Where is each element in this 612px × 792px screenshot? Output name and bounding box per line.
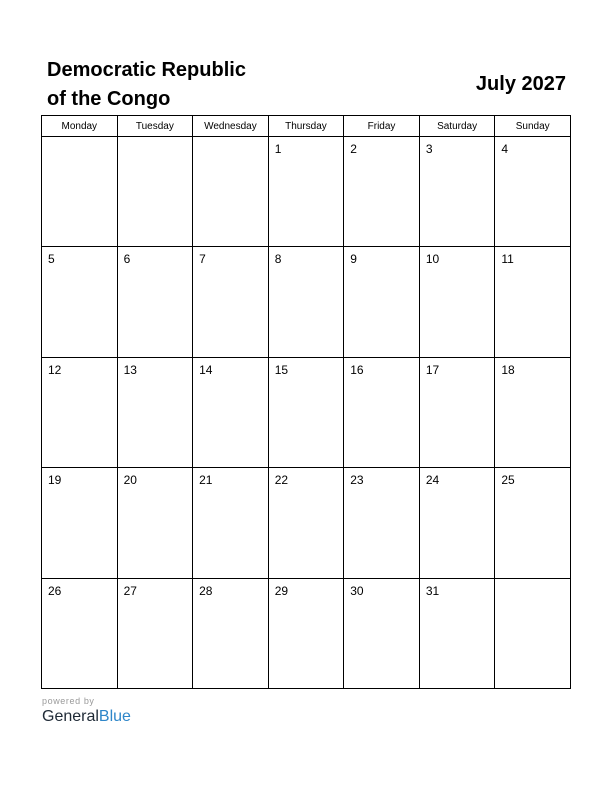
day-number: 6 — [123, 252, 131, 267]
day-number: 5 — [48, 252, 55, 267]
day-number: 1 — [274, 142, 282, 156]
day-number — [193, 137, 268, 142]
country-title-line2: of the Congo — [47, 88, 171, 110]
weekday-friday: Friday — [344, 116, 420, 137]
day-cell — [268, 578, 344, 688]
week-row — [42, 137, 571, 247]
day-number: 22 — [274, 473, 289, 488]
powered-by-text: powered by — [42, 696, 95, 706]
day-number — [495, 579, 570, 584]
day-cell — [193, 357, 269, 467]
logo-blue-text: Blue — [98, 708, 131, 725]
day-cell — [419, 137, 495, 247]
day-number — [42, 137, 117, 142]
day-number: 10 — [425, 252, 440, 267]
day-cell — [117, 357, 193, 467]
day-number: 20 — [123, 473, 137, 488]
day-cell — [117, 578, 193, 688]
day-cell — [495, 247, 571, 357]
week-row — [42, 468, 571, 578]
day-number: 24 — [425, 473, 440, 488]
day-number: 19 — [48, 473, 62, 488]
day-cell — [268, 357, 344, 467]
day-cell — [193, 578, 269, 688]
week-row — [42, 578, 571, 688]
day-number: 30 — [350, 583, 364, 598]
day-cell — [419, 357, 495, 467]
day-cell — [419, 578, 495, 688]
day-number: 14 — [199, 362, 213, 377]
day-cell — [268, 247, 344, 357]
day-number: 17 — [425, 362, 440, 377]
day-cell — [42, 468, 118, 578]
day-number: 2 — [350, 142, 357, 156]
country-title — [47, 56, 327, 114]
day-number: 25 — [501, 473, 515, 488]
day-cell — [419, 468, 495, 578]
country-title-line1: Democratic Republic — [47, 59, 246, 81]
logo-general-text: General — [42, 708, 99, 725]
month-year-title: July 2027 — [475, 73, 566, 95]
day-number: 28 — [199, 583, 213, 598]
day-cell — [117, 137, 193, 247]
day-number: 26 — [48, 583, 62, 598]
day-number: 21 — [199, 473, 213, 488]
weekday-saturday: Saturday — [419, 116, 495, 137]
day-cell — [193, 468, 269, 578]
day-number: 18 — [501, 362, 515, 377]
weekday-sunday: Sunday — [495, 116, 571, 137]
day-cell — [344, 578, 420, 688]
day-cell — [344, 357, 420, 467]
day-number: 9 — [350, 252, 357, 267]
calendar-grid — [41, 115, 571, 689]
day-number: 4 — [501, 142, 509, 156]
weekday-header-row — [42, 116, 571, 137]
day-cell — [495, 578, 571, 688]
day-cell — [193, 247, 269, 357]
day-number: 23 — [350, 473, 364, 488]
day-cell — [344, 137, 420, 247]
day-number: 29 — [274, 583, 289, 598]
generalblue-logo[interactable] — [42, 707, 131, 727]
day-cell — [268, 137, 344, 247]
weekday-thursday: Thursday — [268, 116, 344, 137]
day-number: 31 — [425, 583, 440, 598]
footer-branding — [42, 696, 131, 727]
day-cell — [117, 468, 193, 578]
day-number: 7 — [199, 252, 206, 267]
day-number: 13 — [123, 362, 137, 377]
day-number: 3 — [425, 142, 433, 156]
day-cell — [268, 468, 344, 578]
day-number: 8 — [274, 252, 282, 267]
day-number: 16 — [350, 362, 364, 377]
weekday-monday: Monday — [42, 116, 118, 137]
day-cell — [42, 578, 118, 688]
day-cell — [42, 137, 118, 247]
day-cell — [42, 247, 118, 357]
day-number: 12 — [48, 362, 62, 377]
weekday-wednesday: Wednesday — [193, 116, 269, 137]
day-number: 27 — [123, 583, 137, 598]
day-cell — [495, 468, 571, 578]
weekday-tuesday: Tuesday — [117, 116, 193, 137]
day-number — [118, 137, 193, 142]
day-cell — [193, 137, 269, 247]
day-cell — [495, 357, 571, 467]
week-row — [42, 247, 571, 357]
day-cell — [344, 247, 420, 357]
day-cell — [419, 247, 495, 357]
week-row — [42, 357, 571, 467]
day-number: 15 — [274, 362, 289, 377]
day-cell — [495, 137, 571, 247]
day-cell — [344, 468, 420, 578]
day-cell — [117, 247, 193, 357]
day-cell — [42, 357, 118, 467]
day-number: 11 — [501, 252, 514, 267]
